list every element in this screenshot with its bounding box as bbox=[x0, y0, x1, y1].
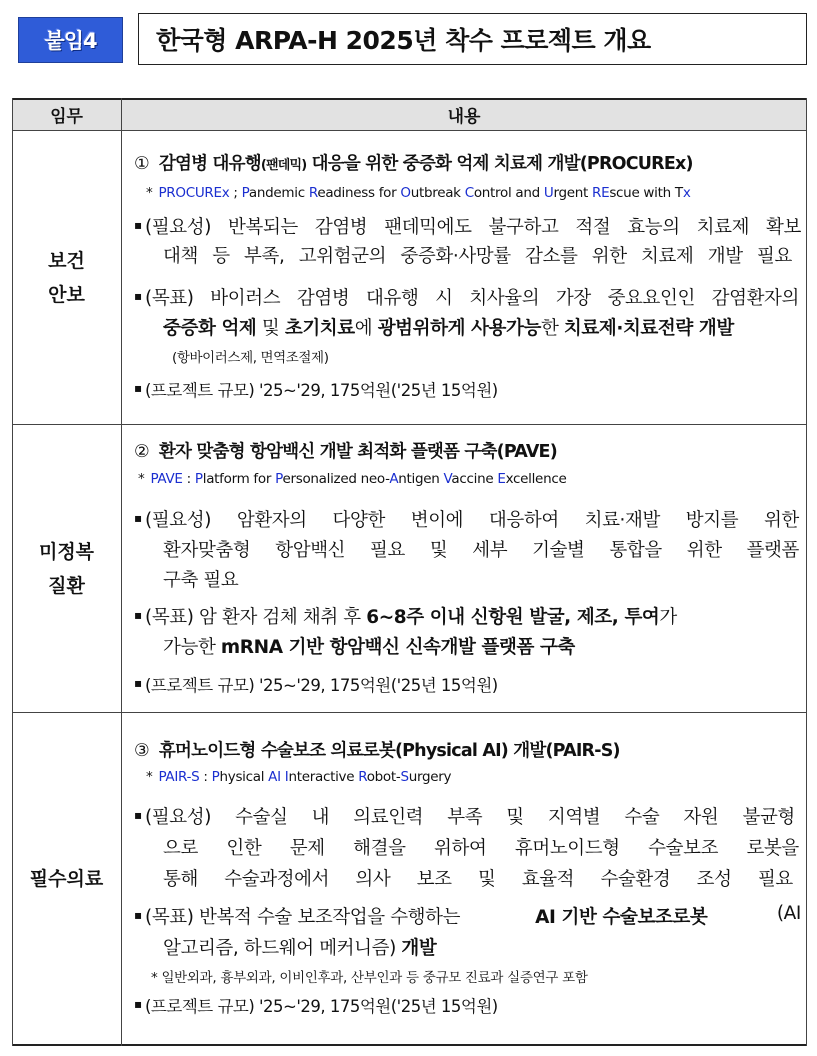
attachment-badge-label: 붙임4 bbox=[44, 29, 97, 53]
note-fragment: xcellence bbox=[505, 471, 567, 487]
word: 보조 bbox=[416, 869, 452, 890]
word: 로봇을 bbox=[746, 838, 799, 859]
section-number: ① bbox=[134, 154, 149, 174]
word: 대책 bbox=[163, 246, 198, 267]
word: 필요 bbox=[757, 869, 793, 890]
note-fragment: S bbox=[400, 769, 409, 785]
word: 효율적 bbox=[521, 869, 575, 890]
category-essential-medicine bbox=[12, 713, 121, 1044]
category-line: 안보 bbox=[48, 283, 85, 306]
category-line: 보건 bbox=[48, 249, 85, 272]
bold-fragment: 치료제·치료전략 개발 bbox=[563, 318, 734, 339]
word: 수술환경 bbox=[600, 869, 671, 890]
text-fragment: 알고리즘, 하드웨어 메커니즘) bbox=[163, 938, 402, 959]
word: 환자맞춤형 bbox=[163, 540, 251, 561]
word: 가장 bbox=[555, 288, 591, 309]
text-line bbox=[163, 934, 436, 960]
text-fragment: (AI bbox=[776, 903, 801, 924]
text-line bbox=[145, 903, 801, 929]
word: 수술실 bbox=[235, 807, 288, 828]
word: 휴머노이드형 bbox=[514, 838, 620, 859]
word: 및 bbox=[429, 540, 448, 561]
word: 및 bbox=[506, 807, 524, 828]
table-bottom-border bbox=[12, 1044, 807, 1046]
text-line bbox=[145, 213, 801, 239]
text-line bbox=[163, 633, 575, 659]
section-1-heading bbox=[134, 150, 693, 175]
note-fragment: I bbox=[284, 769, 289, 785]
header-content: 내용 bbox=[447, 106, 481, 127]
word: 필요 bbox=[756, 246, 792, 267]
note-fragment: obot- bbox=[366, 769, 401, 785]
word: 다양한 bbox=[332, 510, 385, 531]
word: 불균형 bbox=[742, 807, 795, 828]
word: 항암백신 bbox=[275, 540, 346, 561]
bullet-mark: ▪ bbox=[134, 676, 143, 690]
column-divider bbox=[121, 98, 122, 1046]
project-scale: (프로젝트 규모) '25~'29, 175억원('25년 15억원) bbox=[145, 997, 498, 1016]
heading-part: 대응을 위한 중증화 억제 치료제 개발(PROCUREx) bbox=[306, 154, 693, 174]
note-star: * bbox=[146, 769, 153, 785]
document-title-text: 한국형 ARPA-H 2025년 착수 프로젝트 개요 bbox=[156, 26, 651, 55]
project-scale: (프로젝트 규모) '25~'29, 175억원('25년 15억원) bbox=[145, 381, 498, 400]
word: 위한 bbox=[763, 510, 799, 531]
word: 통합을 bbox=[609, 540, 662, 561]
bullet-mark: ▪ bbox=[134, 997, 143, 1011]
heading-paren: (팬데믹) bbox=[260, 158, 307, 173]
word: 부족, bbox=[244, 246, 285, 267]
word: 인한 bbox=[226, 838, 262, 859]
bullet-mark: ▪ bbox=[134, 908, 143, 922]
word: 적절 bbox=[575, 217, 611, 238]
text-fragment: (목표) 반복적 수술 보조작업을 수행하는 bbox=[145, 907, 466, 928]
note-fragment: P bbox=[211, 769, 220, 785]
word: 감염병 bbox=[314, 217, 368, 238]
word: 암환자의 bbox=[236, 510, 307, 531]
heading-part: 휴머노이드형 수술보조 의료로봇(Physical AI) 개발(PAIR-S) bbox=[158, 741, 620, 761]
word: 반복되는 bbox=[228, 217, 298, 238]
table-right-border bbox=[806, 98, 807, 1046]
section-3-acronym-note bbox=[146, 769, 451, 785]
note-fragment: x bbox=[682, 185, 691, 201]
bullet-mark: ▪ bbox=[134, 289, 143, 303]
word: 대유행 bbox=[366, 288, 419, 309]
note-fragment: E bbox=[497, 471, 506, 487]
word: 내 bbox=[311, 807, 330, 828]
word: 팬데믹에도 bbox=[384, 217, 472, 238]
text-fragment: 한 bbox=[540, 318, 564, 339]
word: 감염환자의 bbox=[711, 288, 799, 309]
note-text bbox=[150, 471, 566, 487]
word: (필요성) bbox=[145, 217, 212, 238]
note-fragment: rgent bbox=[553, 185, 593, 201]
text-line bbox=[145, 803, 795, 829]
word: 및 bbox=[477, 869, 496, 890]
word: 고위험군의 bbox=[298, 246, 387, 267]
note-fragment: utbreak bbox=[410, 185, 465, 201]
word: 개발 bbox=[707, 246, 743, 267]
bold-fragment: AI 기반 수술보조로봇 bbox=[535, 907, 708, 928]
note-fragment: latform for bbox=[202, 471, 276, 487]
goal-subnote: (항바이러스제, 면역조절제) bbox=[172, 350, 329, 366]
note-fragment: ntigen bbox=[398, 471, 444, 487]
word: 필요 bbox=[370, 540, 405, 561]
note-fragment: ontrol and bbox=[473, 185, 544, 201]
document-title bbox=[138, 13, 807, 65]
heading-part: 감염병 대유행 bbox=[158, 154, 261, 174]
word: 기술별 bbox=[532, 540, 585, 561]
word: 중증화·사망률 bbox=[400, 246, 511, 267]
bullet-mark: ▪ bbox=[134, 381, 143, 395]
attachment-badge bbox=[18, 17, 123, 63]
word: (필요성) bbox=[145, 807, 212, 828]
note-fragment: hysical bbox=[219, 769, 269, 785]
text-line bbox=[163, 536, 799, 562]
bold-fragment: 6~8주 이내 신항원 발굴, 제조, 투여 bbox=[366, 607, 660, 628]
bold-fragment: 개발 bbox=[401, 938, 437, 959]
text-fragment: 및 bbox=[256, 318, 285, 339]
word: (필요성) bbox=[145, 510, 212, 531]
word: 등 bbox=[212, 246, 230, 267]
word: 불구하고 bbox=[488, 217, 559, 238]
word: 바이러스 bbox=[210, 288, 281, 309]
note-fragment: PAIR-S bbox=[158, 769, 200, 785]
note-fragment: AI bbox=[268, 769, 281, 785]
bold-fragment: mRNA 기반 항암백신 신속개발 플랫폼 구축 bbox=[220, 637, 575, 658]
note-fragment: V bbox=[443, 471, 452, 487]
word: 위하여 bbox=[434, 838, 487, 859]
row-divider-1 bbox=[12, 424, 807, 425]
word: 조성 bbox=[696, 869, 732, 890]
word: 치료제 bbox=[641, 246, 694, 267]
section-2-heading bbox=[134, 438, 557, 463]
note-fragment: ; bbox=[229, 185, 242, 201]
note-fragment: P bbox=[275, 471, 283, 487]
note-fragment: scue with T bbox=[609, 185, 683, 201]
note-star: * bbox=[138, 471, 145, 487]
word: 감소를 bbox=[525, 246, 578, 267]
note-fragment: accine bbox=[451, 471, 498, 487]
word: 세부 bbox=[472, 540, 508, 561]
word: 자원 bbox=[683, 807, 719, 828]
word: 위한 bbox=[686, 540, 722, 561]
text-line bbox=[145, 506, 799, 532]
text-line bbox=[145, 603, 677, 629]
note-fragment: : bbox=[182, 471, 195, 487]
word: 확보 bbox=[766, 217, 801, 238]
word: 감염병 bbox=[296, 288, 350, 309]
category-health-security bbox=[12, 131, 121, 424]
bold-fragment: 중증화 억제 bbox=[163, 318, 257, 339]
note-fragment: eadiness for bbox=[317, 185, 401, 201]
bullet-mark: ▪ bbox=[134, 218, 143, 232]
note-fragment: nteractive bbox=[288, 769, 359, 785]
section-number: ② bbox=[134, 442, 149, 462]
word: 시 bbox=[435, 288, 453, 309]
word: 대응하여 bbox=[488, 510, 559, 531]
header-divider bbox=[12, 130, 807, 131]
word: 수술보조 bbox=[648, 838, 719, 859]
note-fragment: PROCUREx bbox=[158, 185, 230, 201]
word: 방지를 bbox=[685, 510, 739, 531]
word: 문제 bbox=[289, 838, 325, 859]
bold-fragment: 광범위하게 사용가능 bbox=[377, 318, 541, 339]
section-number: ③ bbox=[134, 741, 149, 761]
category-line: 질환 bbox=[48, 574, 85, 597]
goal-subnote: * 일반외과, 흉부외과, 이비인후과, 산부인과 등 중규모 진료과 실증연구 포함 bbox=[151, 970, 588, 986]
note-fragment: RE bbox=[592, 185, 610, 201]
word: 의료인력 bbox=[353, 807, 424, 828]
note-fragment: R bbox=[358, 769, 367, 785]
section-3-heading bbox=[134, 737, 620, 762]
project-scale: (프로젝트 규모) '25~'29, 175억원('25년 15억원) bbox=[145, 676, 498, 695]
header-task: 임무 bbox=[50, 106, 83, 127]
bold-fragment: 초기치료 bbox=[284, 318, 355, 339]
bullet-mark: ▪ bbox=[134, 808, 143, 822]
word: 치료제 bbox=[696, 217, 750, 238]
text-fragment: 가능한 bbox=[163, 637, 221, 658]
note-fragment: R bbox=[308, 185, 318, 201]
bullet-mark: ▪ bbox=[134, 608, 143, 622]
word: 플랫폼 bbox=[746, 540, 799, 561]
word: 중요요인인 bbox=[607, 288, 695, 309]
word: 효능의 bbox=[627, 217, 680, 238]
word: 해결을 bbox=[353, 838, 406, 859]
text-line bbox=[163, 242, 792, 268]
note-fragment: P bbox=[194, 471, 203, 487]
word: 수술과정에서 bbox=[224, 869, 330, 890]
category-line: 미정복 bbox=[38, 540, 95, 563]
word: 변이에 bbox=[410, 510, 464, 531]
section-1-acronym-note bbox=[146, 185, 691, 201]
heading-part: 환자 맞춤형 항암백신 개발 최적화 플랫폼 구축(PAVE) bbox=[158, 442, 557, 462]
word: 으로 bbox=[163, 838, 198, 859]
word: 의사 bbox=[355, 869, 391, 890]
text-line bbox=[163, 314, 734, 340]
text-line bbox=[163, 834, 799, 860]
note-text bbox=[158, 185, 690, 201]
text-line bbox=[163, 865, 793, 891]
note-fragment: andemic bbox=[248, 185, 309, 201]
word: 수술 bbox=[624, 807, 660, 828]
note-fragment: urgery bbox=[408, 769, 452, 785]
word: 치사율의 bbox=[469, 288, 540, 309]
word: 위한 bbox=[591, 246, 627, 267]
note-fragment: A bbox=[389, 471, 399, 487]
note-fragment: P bbox=[241, 185, 249, 201]
text-line: 구축 필요 bbox=[163, 570, 239, 591]
section-2-acronym-note bbox=[138, 471, 566, 487]
note-fragment: ersonalized neo- bbox=[282, 471, 390, 487]
note-fragment: C bbox=[464, 185, 474, 201]
word: 치료·재발 bbox=[584, 510, 660, 531]
category-unconquered-disease bbox=[12, 425, 121, 712]
note-star: * bbox=[146, 185, 153, 201]
word: (목표) bbox=[145, 288, 194, 309]
note-fragment: : bbox=[199, 769, 212, 785]
text-fragment: 가 bbox=[659, 607, 677, 628]
bullet-mark: ▪ bbox=[134, 511, 143, 525]
note-text bbox=[158, 769, 451, 785]
note-fragment: PAVE bbox=[150, 471, 183, 487]
row-divider-2 bbox=[12, 712, 807, 713]
text-fragment: (목표) 암 환자 검체 채취 후 bbox=[145, 607, 367, 628]
note-fragment: O bbox=[400, 185, 411, 201]
project-table bbox=[12, 98, 807, 1046]
word: 지역별 bbox=[547, 807, 601, 828]
text-fragment: 에 bbox=[354, 318, 378, 339]
category-line: 필수의료 bbox=[29, 867, 104, 890]
note-fragment: U bbox=[543, 185, 554, 201]
text-line bbox=[145, 284, 799, 310]
word: 통해 bbox=[163, 869, 198, 890]
word: 부족 bbox=[447, 807, 483, 828]
